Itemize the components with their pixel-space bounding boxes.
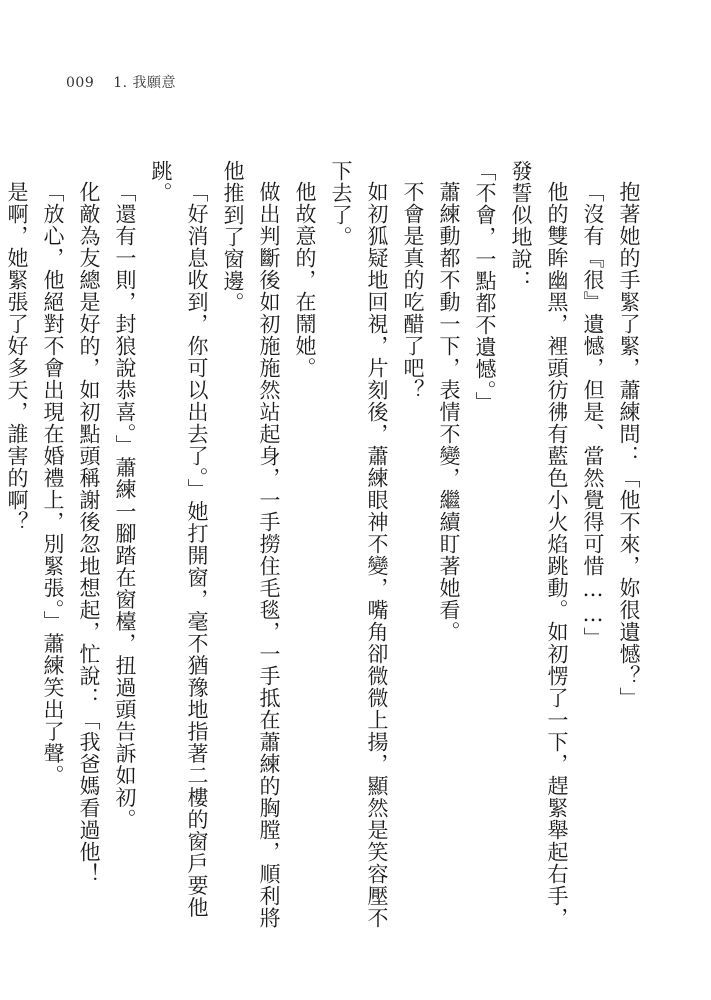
running-header	[66, 72, 176, 92]
paragraph: 蕭練動都不動一下，表情不變，繼續盯著她看。	[437, 181, 461, 643]
paragraph: 「沒有『很』遺憾，但是、當然覺得可惜……」	[581, 181, 605, 649]
paragraph: 「好消息收到，你可以出去了。」她打開窗，毫不猶豫地指著二樓的窗戶要他跳。	[149, 160, 209, 919]
paragraph: 不會是真的吃醋了吧？	[401, 181, 425, 401]
paragraph: 抱著她的手緊了緊，蕭練問：「他不來，妳很遺憾？」	[617, 181, 641, 709]
paragraph: 做出判斷後如初施施然站起身，一手撈住毛毯，一手抵在蕭練的胸膛，順利將他推到了窗邊。	[221, 160, 281, 929]
paragraph: 他的雙眸幽黑，裡頭彷彿有藍色小火焰跳動。如初愣了一下，趕緊舉起右手，發誓似地說：	[509, 160, 569, 929]
paragraph: 他故意的，在鬧她。	[293, 181, 317, 379]
paragraph: 「不會，一點都不遺憾。」	[473, 160, 497, 414]
paragraph: 如初狐疑地回視，片刻後，蕭練眼神不變，嘴角卻微微上揚，顯然是笑容壓不下去了。	[329, 160, 389, 929]
paragraph: 是啊，她緊張了好多天，誰害的啊？	[5, 181, 29, 533]
paragraph: 「放心，他絕對不會出現在婚禮上，別緊張。」蕭練笑出了聲。	[41, 181, 65, 787]
page-number: 009	[66, 75, 95, 91]
chapter-title: 1. 我願意	[113, 75, 176, 91]
paragraph: 化敵為友總是好的，如初點頭稱謝後忽地想起，忙說：「我爸媽看過他！	[77, 181, 101, 885]
paragraph: 「還有一則，封狼說恭喜。」蕭練一腳踏在窗檯，扭過頭告訴如初。	[113, 181, 137, 831]
vertical-text-body	[0, 160, 647, 940]
